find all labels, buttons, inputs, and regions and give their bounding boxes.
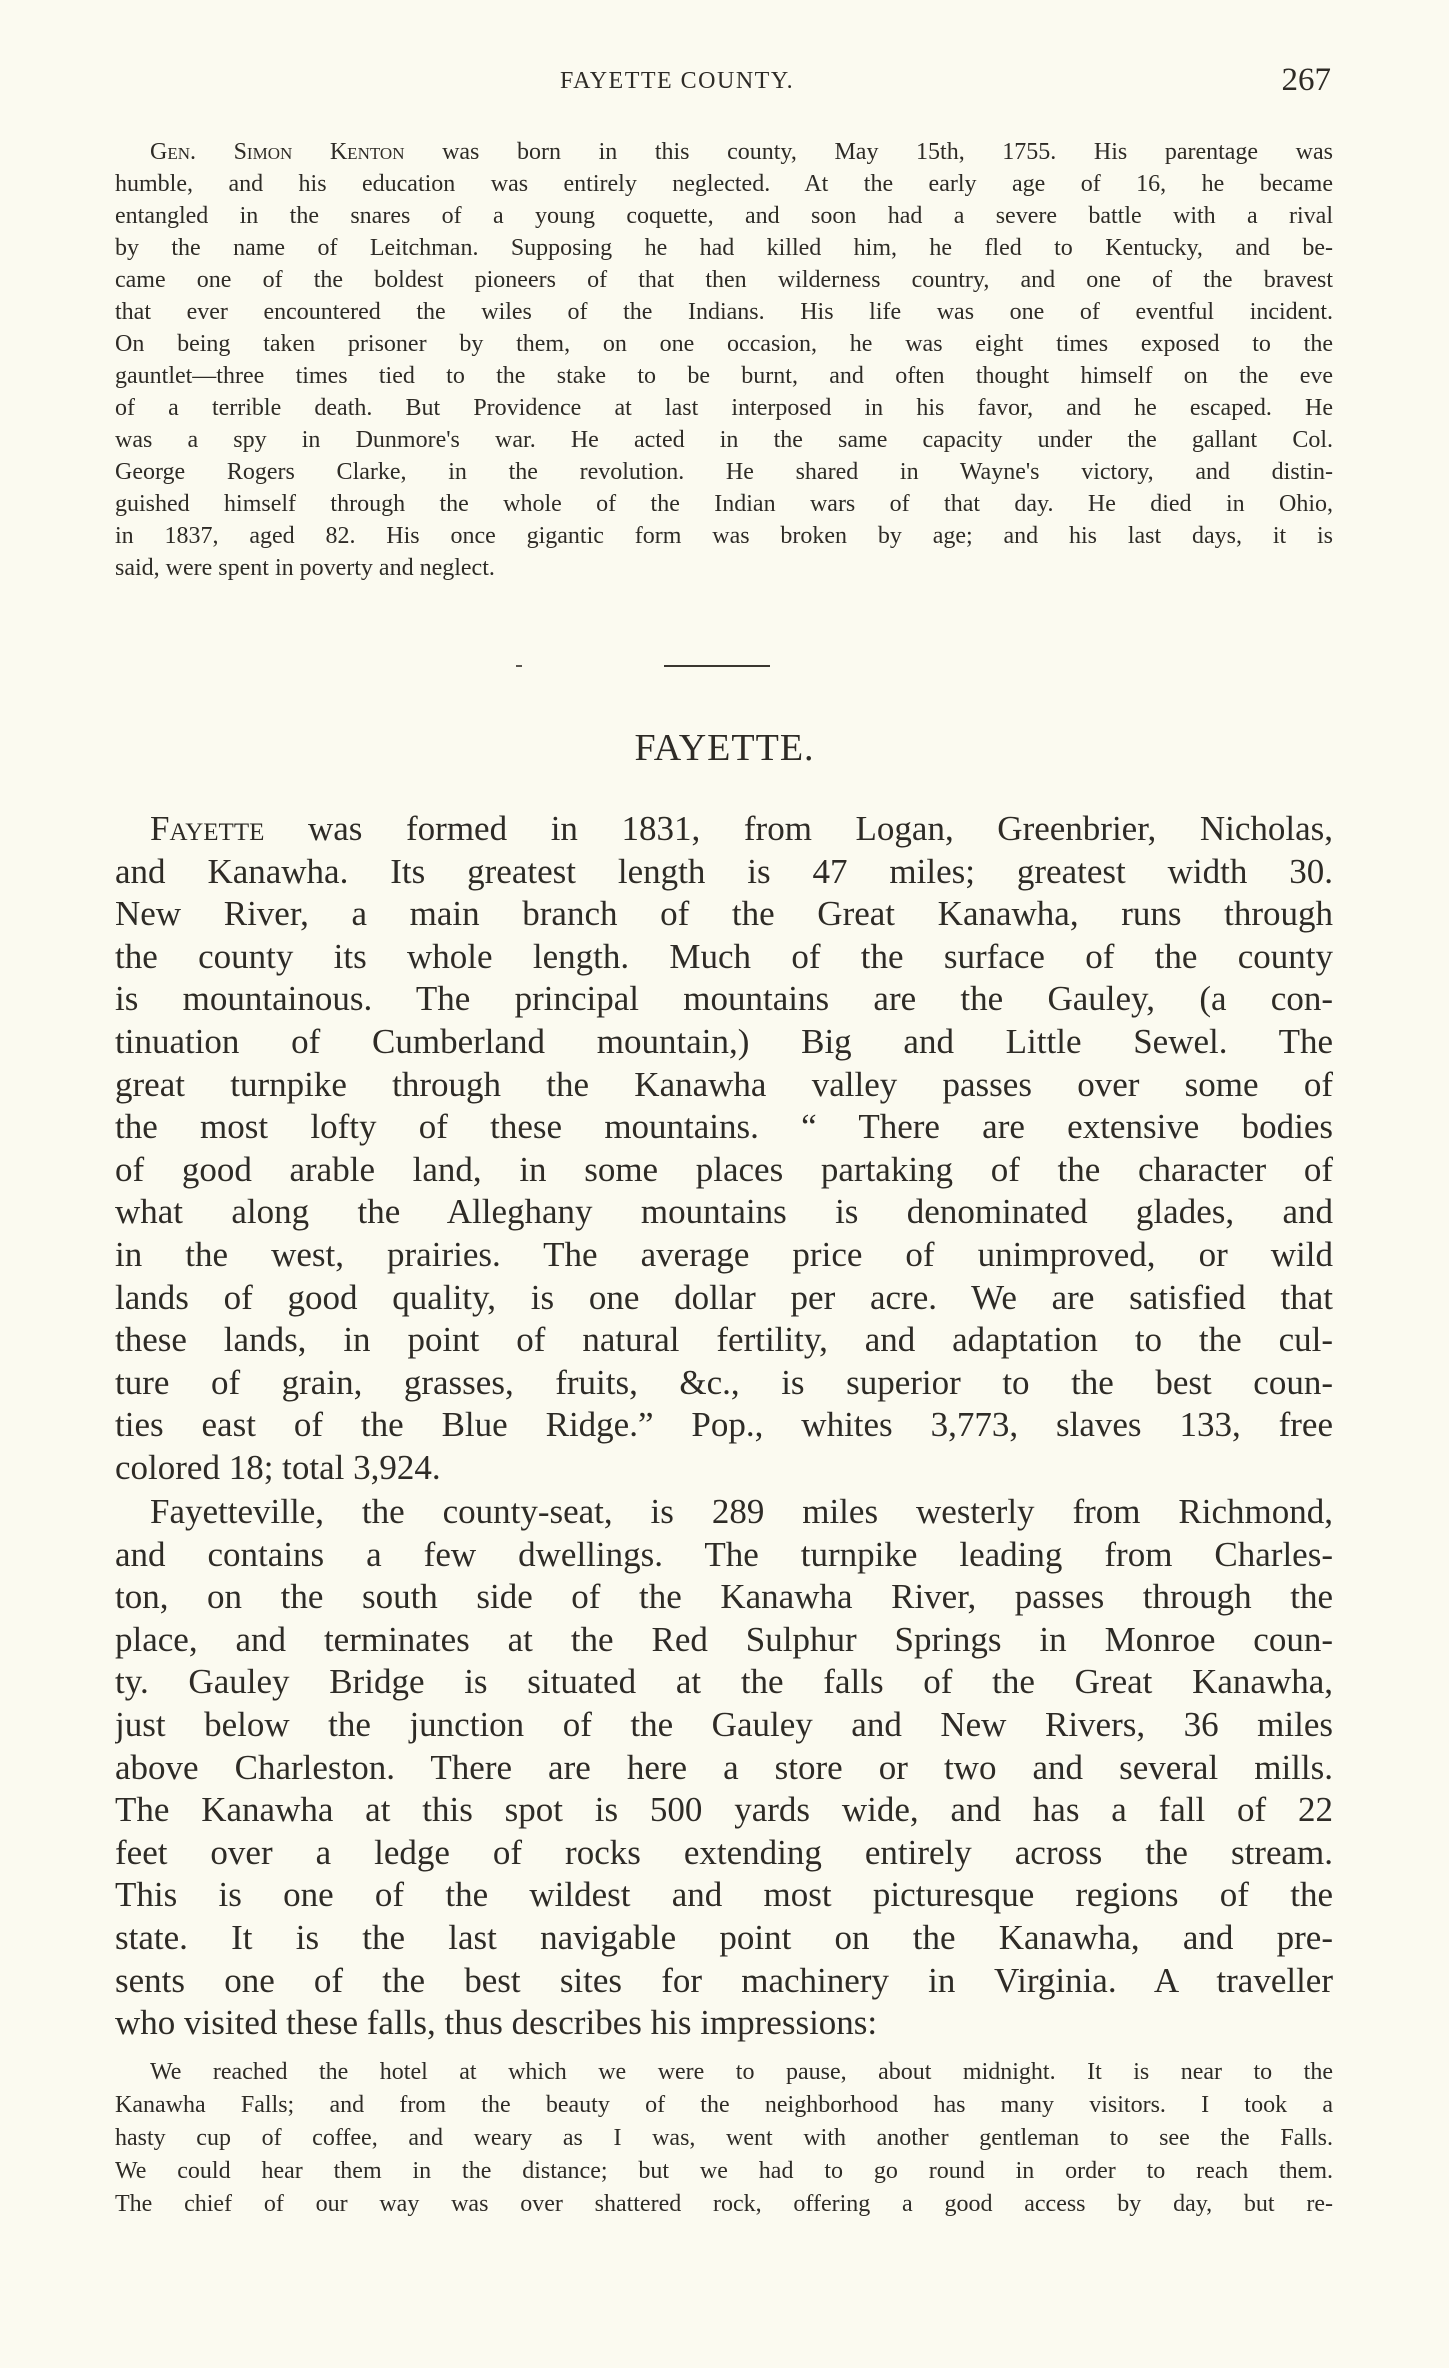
text-line: is mountainous. The principal mountains are the Gauley, (a con- [115, 979, 1333, 1019]
lead-words: Gen. Simon Kenton [150, 139, 405, 165]
text-line: guished himself through the whole of the Indian wars of that day. He died in Ohio, [115, 491, 1333, 517]
text-line: sents one of the best sites for machinery in Virginia. A traveller [115, 1960, 1333, 2000]
text-line: these lands, in point of natural fertility, and adaptation to the cul- [115, 1320, 1333, 1360]
fayette-paragraph-2 [115, 1491, 1333, 2045]
text-line: of a terrible death. But Providence at last interposed in his favor, and he escaped. He [115, 395, 1333, 421]
text-line: On being taken prisoner by them, on one occasion, he was eight times exposed to the [115, 331, 1333, 357]
text-line: and Kanawha. Its greatest length is 47 miles; greatest width 30. [115, 851, 1333, 891]
text-line: and contains a few dwellings. The turnpike leading from Charles- [115, 1534, 1333, 1574]
text-line: lands of good quality, is one dollar per acre. We are satisfied that [115, 1277, 1333, 1317]
text-line: feet over a ledge of rocks extending entirely across the stream. [115, 1832, 1333, 1872]
text-line: The Kanawha at this spot is 500 yards wide, and has a fall of 22 [115, 1790, 1333, 1830]
kenton-paragraph [115, 136, 1333, 584]
text-line: said, were spent in poverty and neglect. [115, 555, 495, 581]
text-line: by the name of Leitchman. Supposing he had killed him, he fled to Kentucky, and be- [115, 235, 1333, 261]
text-line: just below the junction of the Gauley and New Rivers, 36 miles [115, 1704, 1333, 1744]
text-line: came one of the boldest pioneers of that then wilderness country, and one of the bravest [115, 267, 1333, 293]
text-line: tinuation of Cumberland mountain,) Big and Little Sewel. The [115, 1021, 1333, 1061]
text-line: in the west, prairies. The average price of unimproved, or wild [115, 1234, 1333, 1274]
text-line: hasty cup of coffee, and weary as I was, went with another gentleman to see the Falls. [115, 2125, 1333, 2151]
text-line: We reached the hotel at which we were to pause, about midnight. It is near to the [150, 2059, 1333, 2085]
text-line: New River, a main branch of the Great Kanawha, runs through [115, 894, 1333, 934]
text-line: what along the Alleghany mountains is denominated glades, and [115, 1192, 1333, 1232]
text-line: place, and terminates at the Red Sulphur Springs in Monroe coun- [115, 1619, 1333, 1659]
section-title: FAYETTE. [634, 727, 815, 769]
text-line: in 1837, aged 82. His once gigantic form was broken by age; and his last days, it is [115, 523, 1333, 549]
text-line: above Charleston. There are here a store or two and several mills. [115, 1747, 1333, 1787]
running-title: FAYETTE COUNTY. [560, 68, 795, 94]
text-line: George Rogers Clarke, in the revolution. He shared in Wayne's victory, and distin- [115, 459, 1333, 485]
text-line: was a spy in Dunmore's war. He acted in the same capacity under the gallant Col. [115, 427, 1333, 453]
text-line: humble, and his education was entirely neglected. At the early age of 16, he became [115, 171, 1333, 197]
text-line [115, 808, 1333, 851]
text-line: This is one of the wildest and most picturesque regions of the [115, 1875, 1333, 1915]
text-line: great turnpike through the Kanawha valley passes over some of [115, 1064, 1333, 1104]
line-text: was born in this county, May 15th, 1755. His parentage was [404, 139, 1333, 165]
text-line: Fayetteville, the county-seat, is 289 miles westerly from Richmond, [150, 1492, 1333, 1531]
quoted-passage [115, 2056, 1333, 2221]
text-line: of good arable land, in some places partaking of the character of [115, 1149, 1333, 1189]
text-line: state. It is the last navigable point on the Kanawha, and pre- [115, 1917, 1333, 1957]
text-line: We could hear them in the distance; but we had to go round in order to reach them. [115, 2158, 1333, 2184]
text-line: Kanawha Falls; and from the beauty of the neighborhood has many visitors. I took a [115, 2092, 1333, 2118]
text-line: ties east of the Blue Ridge.” Pop., whites 3,773, slaves 133, free [115, 1405, 1333, 1445]
page-number: 267 [1281, 62, 1331, 98]
line-text: was formed in 1831, from Logan, Greenbrier, Nicholas, [264, 809, 1333, 848]
section-separator [664, 665, 770, 667]
text-line: who visited these falls, thus describes his impressions: [115, 2003, 878, 2043]
text-line: gauntlet—three times tied to the stake to be burnt, and often thought himself on the eve [115, 363, 1333, 389]
text-line: the most lofty of these mountains. “ There are extensive bodies [115, 1107, 1333, 1147]
text-line: colored 18; total 3,924. [115, 1447, 441, 1487]
text-line: ton, on the south side of the Kanawha River, passes through the [115, 1577, 1333, 1617]
text-line: The chief of our way was over shattered rock, offering a good access by day, but re- [115, 2191, 1333, 2217]
text-line: the county its whole length. Much of the surface of the county [115, 936, 1333, 976]
text-line: entangled in the snares of a young coquette, and soon had a severe battle with a rival [115, 203, 1333, 229]
text-line: ty. Gauley Bridge is situated at the falls of the Great Kanawha, [115, 1662, 1333, 1702]
page-header [0, 62, 1449, 102]
text-line: ture of grain, grasses, fruits, &c., is superior to the best coun- [115, 1362, 1333, 1402]
fayette-paragraph-1 [115, 808, 1333, 1490]
text-line [115, 136, 1333, 168]
text-line: that ever encountered the wiles of the Indians. His life was one of eventful incident. [115, 299, 1333, 325]
lead-words: Fayette [150, 809, 265, 848]
separator-dot [516, 665, 522, 667]
